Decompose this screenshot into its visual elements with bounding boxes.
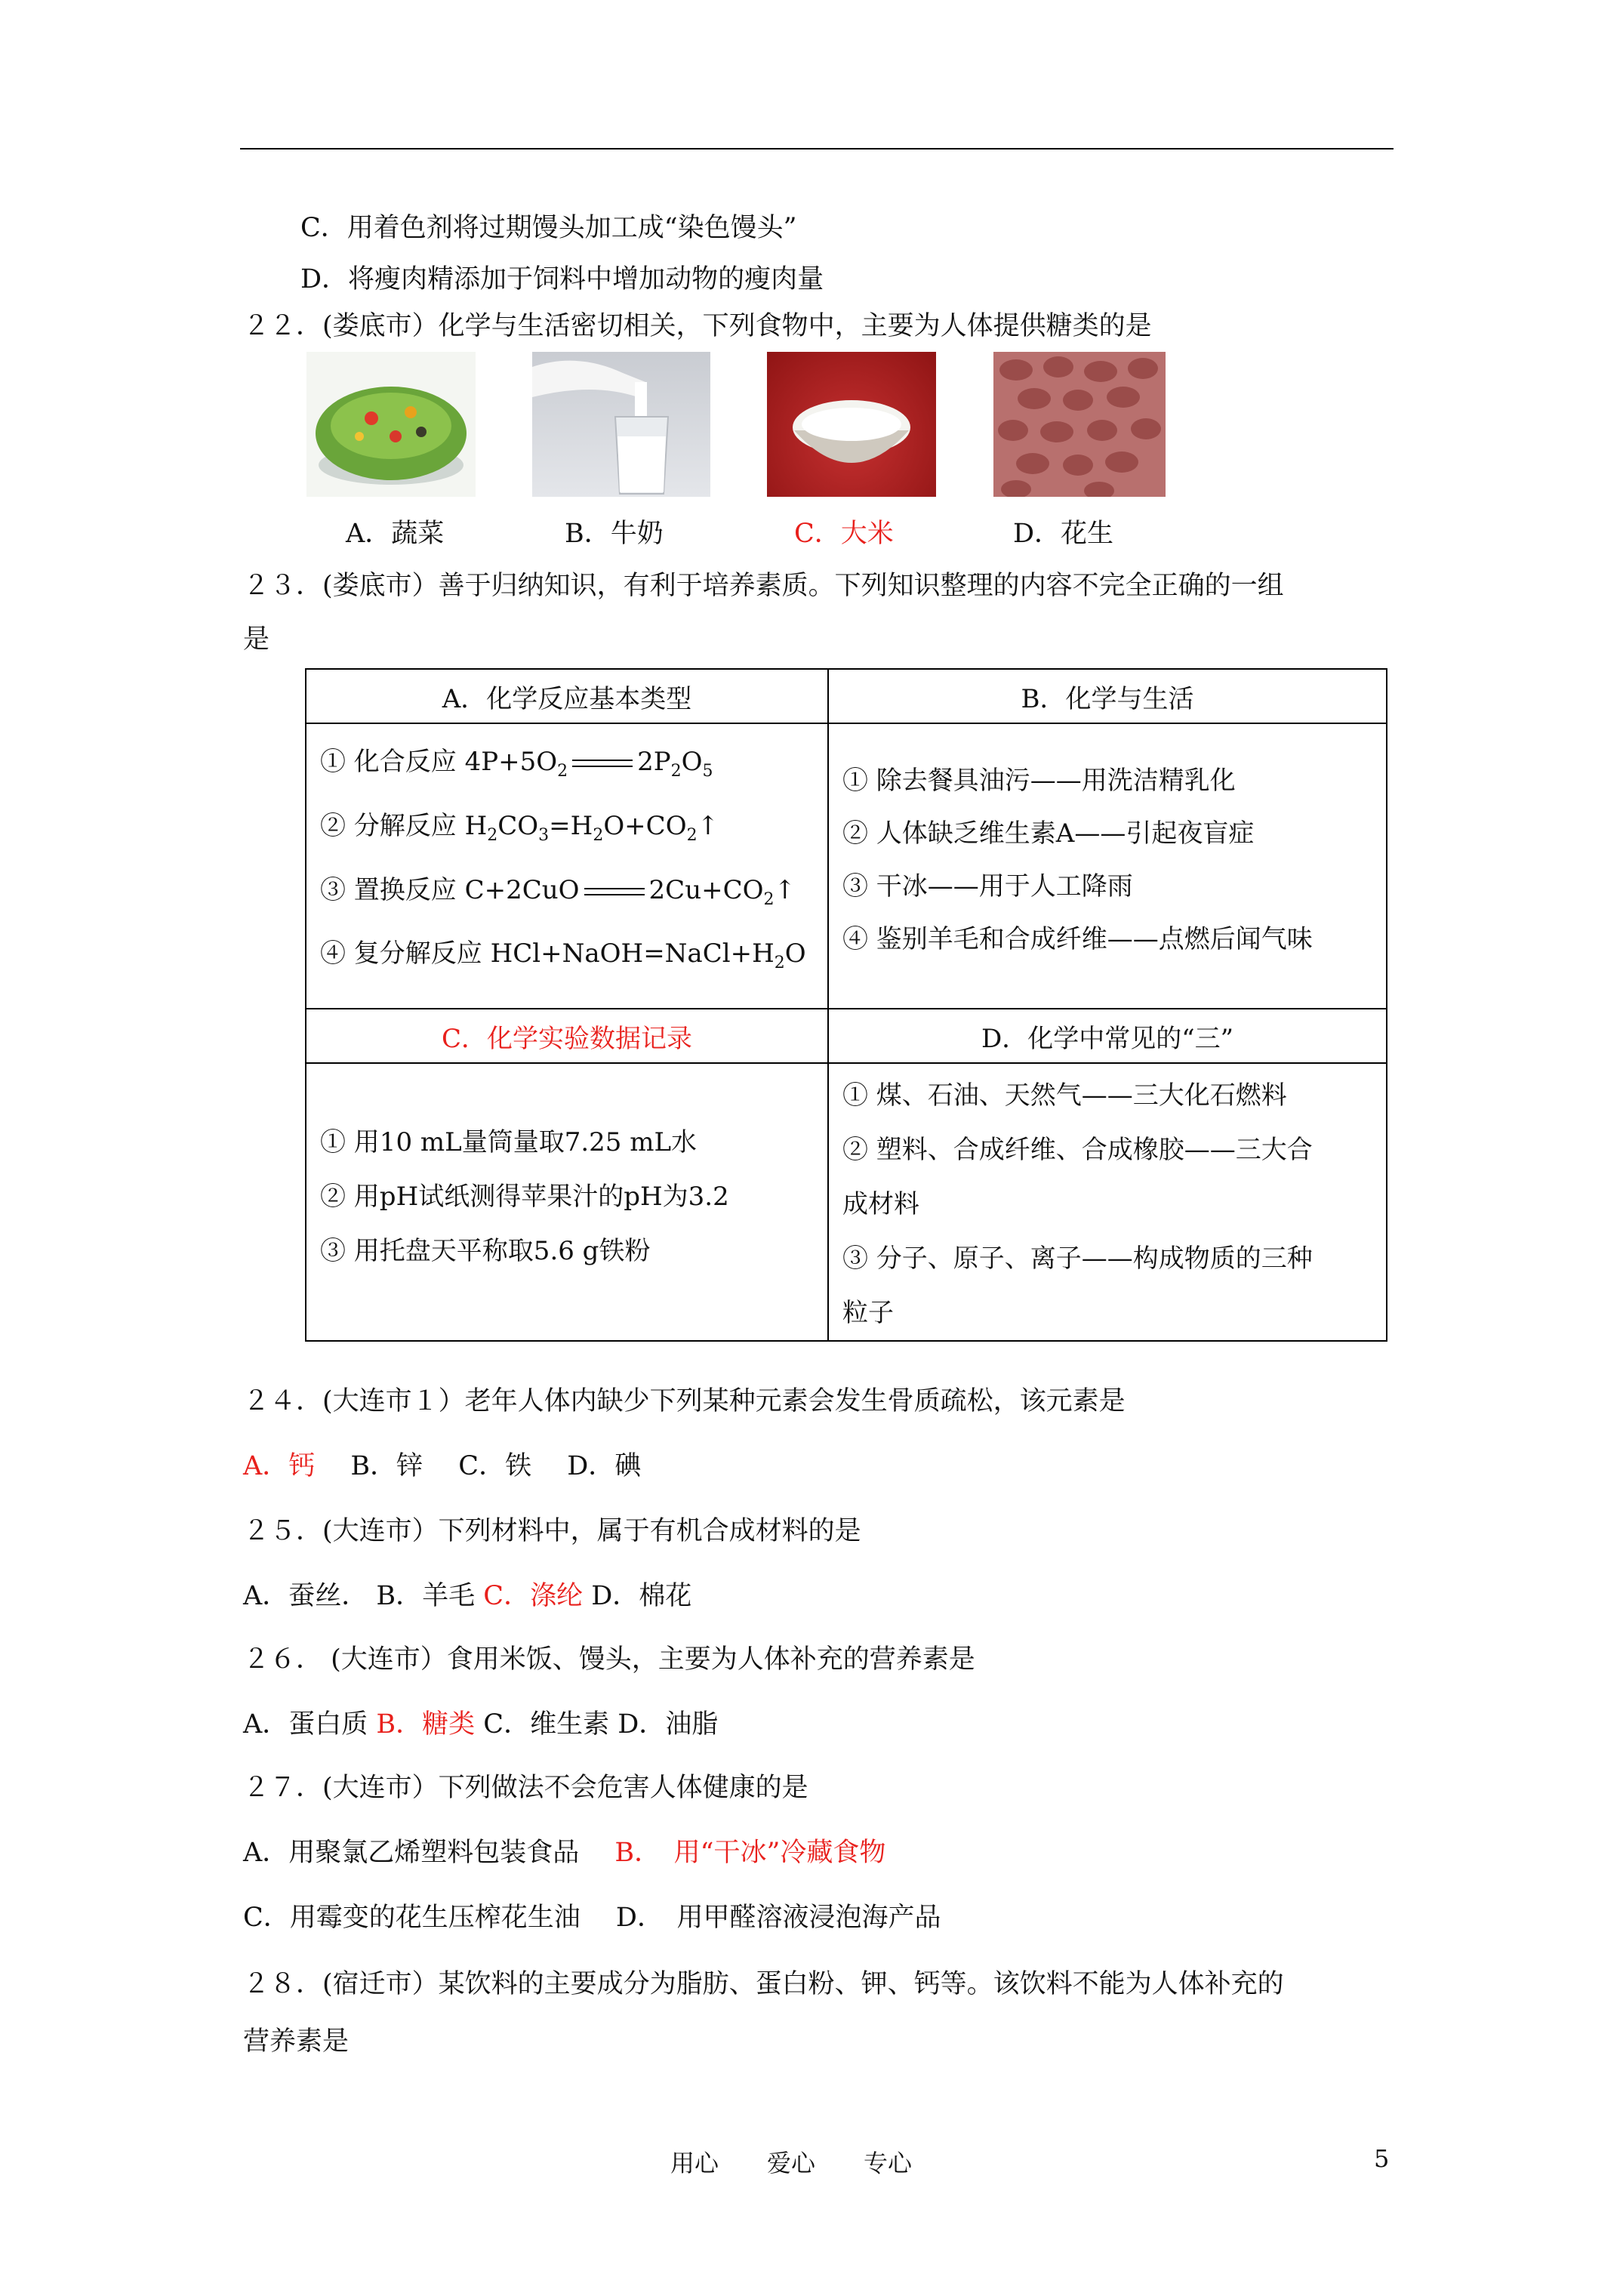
peanuts-image — [993, 352, 1166, 497]
question-27: ２７．(大连市）下列做法不会危害人体健康的是 — [243, 1773, 808, 1803]
q24-option-a: A．钙 — [243, 1451, 316, 1481]
a-line-4: ④ 复分解反应 — [320, 938, 482, 969]
table-head-a: A．化学反应基本类型 — [306, 669, 828, 723]
d-line-3: ③ 分子、原子、离子——构成物质的三种 — [842, 1244, 1313, 1274]
c-line-2: ② 用pH试纸测得苹果汁的pH为3.2 — [320, 1182, 729, 1212]
question-28: ２８．(宿迁市）某饮料的主要成分为脂肪、蛋白粉、钾、钙等。该饮料不能为人体补充的 — [243, 1969, 1284, 1999]
d-line-1: ① 煤、石油、天然气——三大化石燃料 — [842, 1080, 1287, 1111]
q26-option-a: A．蛋白质 — [243, 1709, 368, 1740]
milk-pouring-image — [532, 352, 710, 497]
q27-option-a: A．用聚氯乙烯塑料包装食品 — [243, 1838, 580, 1868]
q25-option-d: D．棉花 — [591, 1581, 692, 1611]
page-number: 5 — [1374, 2144, 1390, 2173]
option-line: D．将瘦肉精添加于饲料中增加动物的瘦肉量 — [300, 264, 824, 294]
q25-options — [243, 1578, 691, 1614]
q25-option-c: C．涤纶 — [483, 1581, 584, 1611]
q24-option-b: B．锌 — [350, 1451, 423, 1481]
rice-bowl-image — [767, 352, 936, 497]
d-line-3-cont: 粒子 — [842, 1298, 894, 1328]
q27-option-c: C．用霉变的花生压榨花生油 — [243, 1903, 581, 1933]
a-line-1: ① 化合反应 — [320, 747, 457, 777]
b-line-2: ② 人体缺乏维生素A——引起夜盲症 — [842, 818, 1255, 849]
d-line-2: ② 塑料、合成纤维、合成橡胶——三大合 — [842, 1135, 1313, 1165]
q22-option-c: C．大米 — [794, 519, 894, 549]
q22-option-b: B．牛奶 — [565, 519, 664, 549]
table-cell-a: ① 化合反应 $4P+5O_2$ $2P_2O_5$ ② 分解反应 $H_2CO_3=H_2O+CO_2↑$ ③ 置换反应 C+2CuO $2Cu+CO_2↑$ ④ 复分解反应 $HCl+NaOH=NaCl+H_2O$ — [306, 723, 828, 1009]
table-head-d: D．化学中常见的“三” — [828, 1009, 1387, 1063]
header-rule — [240, 148, 1394, 149]
question-28-cont: 营养素是 — [243, 2026, 350, 2057]
q26-option-c: C．维生素 — [483, 1709, 610, 1740]
q25-option-a: A．蚕丝． — [243, 1581, 368, 1611]
q24-options — [243, 1448, 641, 1484]
b-line-3: ③ 干冰——用于人工降雨 — [842, 871, 1133, 901]
question-23-cont: 是 — [243, 624, 270, 655]
q26-option-b: B．糖类 — [376, 1709, 476, 1740]
c-line-1: ① 用10 mL量筒量取7.25 mL水 — [320, 1127, 698, 1157]
table-head-c: C．化学实验数据记录 — [306, 1009, 828, 1063]
q24-option-c: C．铁 — [458, 1451, 532, 1481]
table-head-b: B．化学与生活 — [828, 669, 1387, 723]
question-22: ２２．(娄底市）化学与生活密切相关，下列食物中，主要为人体提供糖类的是 — [243, 311, 1152, 341]
q24-option-d: D．碘 — [567, 1451, 642, 1481]
a-line-3: ③ 置换反应 — [320, 874, 457, 905]
table-cell-c — [306, 1063, 828, 1341]
q27-option-d: D． 用甲醛溶液浸泡海产品 — [615, 1903, 941, 1933]
question-26: ２６． (大连市）食用米饭、馒头，主要为人体补充的营养素是 — [243, 1644, 975, 1675]
option-line: C．用着色剂将过期馒头加工成“染色馒头” — [300, 213, 797, 243]
knowledge-table — [305, 668, 1387, 1342]
footer-motto: 用心 爱心 专心 — [670, 2149, 913, 2177]
d-line-2-cont: 成材料 — [842, 1189, 919, 1219]
q22-option-a: A．蔬菜 — [346, 519, 445, 549]
table-cell-d — [828, 1063, 1387, 1341]
b-line-4: ④ 鉴别羊毛和合成纤维——点燃后闻气味 — [842, 924, 1313, 954]
q26-options — [243, 1706, 718, 1743]
q26-option-d: D．油脂 — [617, 1709, 719, 1740]
question-23: ２３．(娄底市）善于归纳知识，有利于培养素质。下列知识整理的内容不完全正确的一组 — [243, 571, 1284, 601]
q27-options-2 — [243, 1900, 941, 1936]
q25-option-b: B．羊毛 — [376, 1581, 476, 1611]
vegetable-salad-image — [306, 352, 476, 497]
a-line-2: ② 分解反应 — [320, 810, 457, 841]
table-cell-b — [828, 723, 1387, 1009]
question-24: ２４．(大连市１）老年人体内缺少下列某种元素会发生骨质疏松，该元素是 — [243, 1386, 1126, 1416]
question-25: ２５．(大连市）下列材料中，属于有机合成材料的是 — [243, 1516, 861, 1546]
q22-option-d: D．花生 — [1013, 519, 1114, 549]
b-line-1: ① 除去餐具油污——用洗洁精乳化 — [842, 766, 1236, 796]
q27-option-b: B． 用“干冰”冷藏食物 — [614, 1838, 886, 1868]
q27-options-1 — [243, 1835, 885, 1871]
c-line-3: ③ 用托盘天平称取5.6 g铁粉 — [320, 1236, 651, 1266]
